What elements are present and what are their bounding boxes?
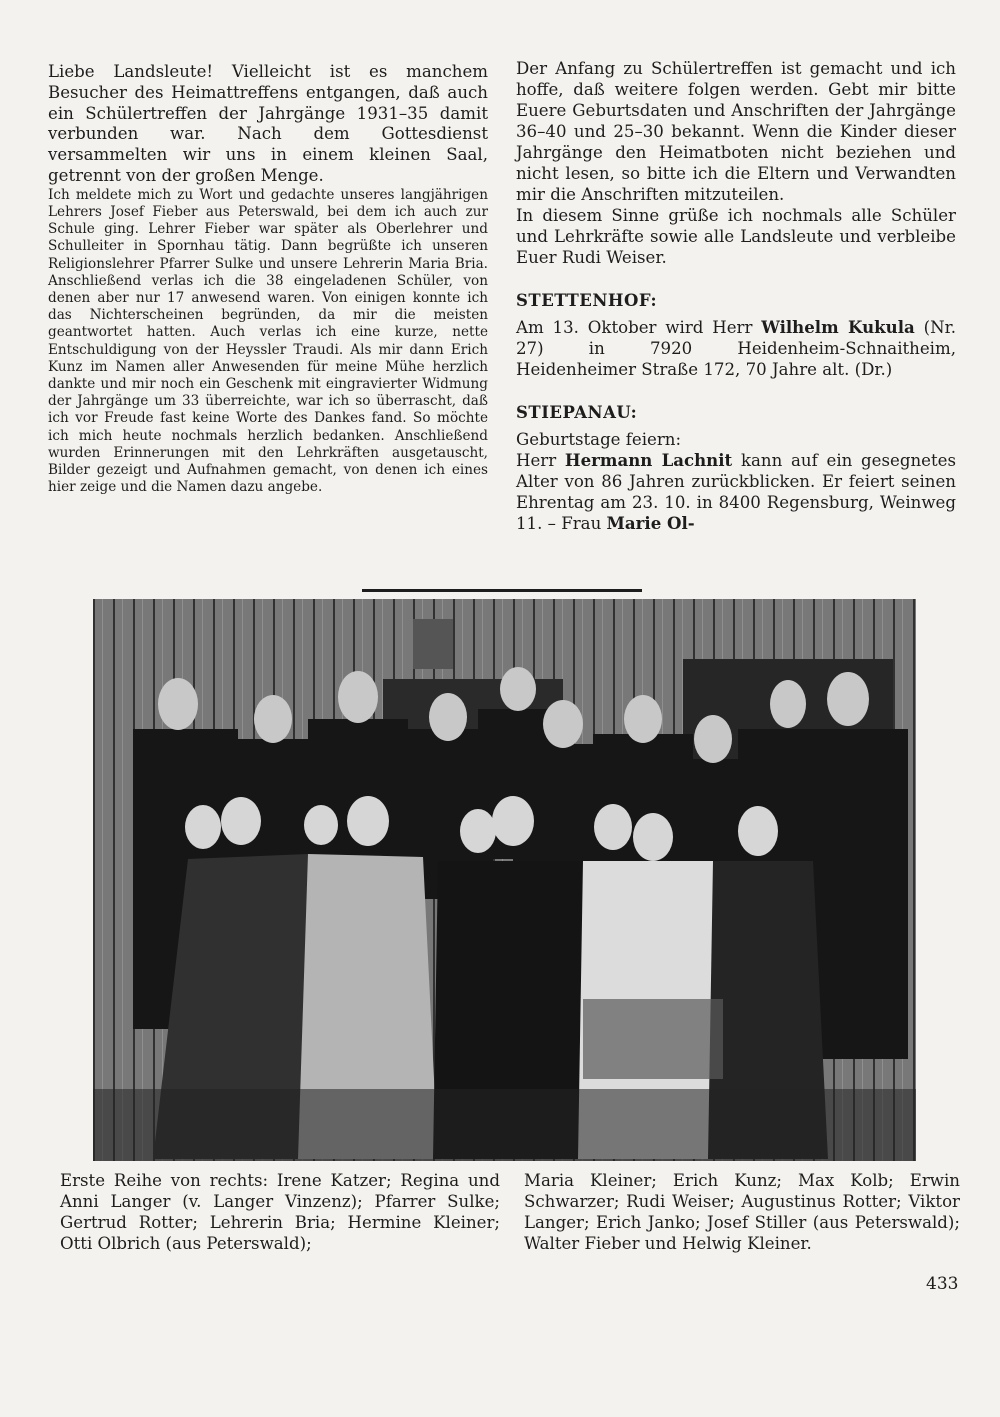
group-photo — [93, 599, 916, 1161]
left-column — [48, 62, 488, 496]
page-number: 433 — [926, 1274, 959, 1294]
stiepanau-name2: Marie Ol- — [606, 513, 695, 533]
stiepanau-intro: Geburtstage feiern: — [516, 430, 682, 449]
right-column — [516, 58, 956, 534]
body-paragraph: Ich meldete mich zu Wort und gedachte unseres langjährigen Lehrers Josef Fieber aus Peterswald, bei dem ich auch zur Schule ging. Lehrer Fieber war später als Oberlehrer und Schulleiter in Spornhau tätig. Dann begrüßte ich unseren Religionslehrer Pfarrer Sulke und unsere Lehrerin Maria Bria. Anschließend verlas ich die 38 eingeladenen Schüler, von denen aber nur 17 anwesend waren. Von einigen konnte ich das Nichterscheinen begründen, da mir die meisten geantwortet hatten. Auch verlas ich eine kurze, nette Entschuldigung von der Heyssler Traudi. Als mir dann Erich Kunz im Namen aller Anwesenden für meine Mühe herzlich dankte und mir noch ein Geschenk mit eingravierter Widmung der Jahrgänge um 33 überreichte, war ich so überrascht, daß ich vor Freude fast keine Worte des Dankes fand. So möchte ich mich heute nochmals herzlich bedanken. Anschließend wurden Erinnerungen mit den Lehrkräften ausgetauscht, Bilder gezeigt und Aufnahmen gemacht, von denen ich eines hier zeige und die Namen dazu angebe. — [48, 186, 488, 496]
group-photo-drawing — [93, 599, 916, 1161]
stiepanau-post: kann auf ein gesegnetes Alter von 86 Jahren zurückblicken. Er feiert seinen Ehrentag am 23. 10. in 8400 Regensburg, Weinweg 11. – Frau — [516, 451, 956, 533]
stettenhof-heading: STETTENHOF: — [516, 291, 658, 310]
closing-paragraph: Der Anfang zu Schülertreffen ist gemacht und ich hoffe, daß weitere folgen werden. Gebt mir bitte Euere Geburtsdaten und Anschriften der Jahrgänge 36–40 und 25–30 bekannt. Wenn die Kinder dieser Jahrgänge den Heimatboten nicht beziehen und nicht lesen, so bitte ich die Eltern und Verwandten mir die Anschriften mitzuteilen. — [516, 59, 956, 204]
stiepanau-text — [516, 450, 956, 534]
stettenhof-post: (Nr. 27) in 7920 Heidenheim-Schnaitheim, Heidenheimer Straße 172, 70 Jahre alt. (Dr.) — [516, 318, 956, 379]
stettenhof-name: Wilhelm Kukula — [761, 317, 915, 337]
stiepanau-heading: STIEPANAU: — [516, 403, 638, 422]
stettenhof-pre: Am 13. Oktober wird Herr — [516, 318, 753, 337]
stiepanau-name: Hermann Lachnit — [564, 450, 733, 470]
intro-paragraph: Liebe Landsleute! Vielleicht ist es manchem Besucher des Heimattreffens entgangen, daß auch ein Schülertreffen der Jahrgänge 1931–35 damit verbunden war. Nach dem Gottesdienst versammelten wir uns in einem kleinen Saal, getrennt von der großen Menge. — [48, 62, 488, 185]
photo-caption-left: Erste Reihe von rechts: Irene Katzer; Regina und Anni Langer (v. Langer Vinzenz); Pfarrer Sulke; Gertrud Rotter; Lehrerin Bria; Hermine Kleiner; Otti Olbrich (aus Peterswald); — [60, 1171, 500, 1253]
section-divider — [362, 589, 642, 592]
photo-caption-right: Maria Kleiner; Erich Kunz; Max Kolb; Erwin Schwarzer; Rudi Weiser; Augustinus Rotter; Viktor Langer; Erich Janko; Josef Stiller (aus Peterswald); Walter Fieber und Helwig Kleiner. — [524, 1171, 960, 1253]
greeting-paragraph: In diesem Sinne grüße ich nochmals alle Schüler und Lehrkräfte sowie alle Landsleute und verbleibe Euer Rudi Weiser. — [516, 206, 956, 267]
stettenhof-text — [516, 317, 956, 380]
stiepanau-pre: Herr — [516, 451, 557, 470]
